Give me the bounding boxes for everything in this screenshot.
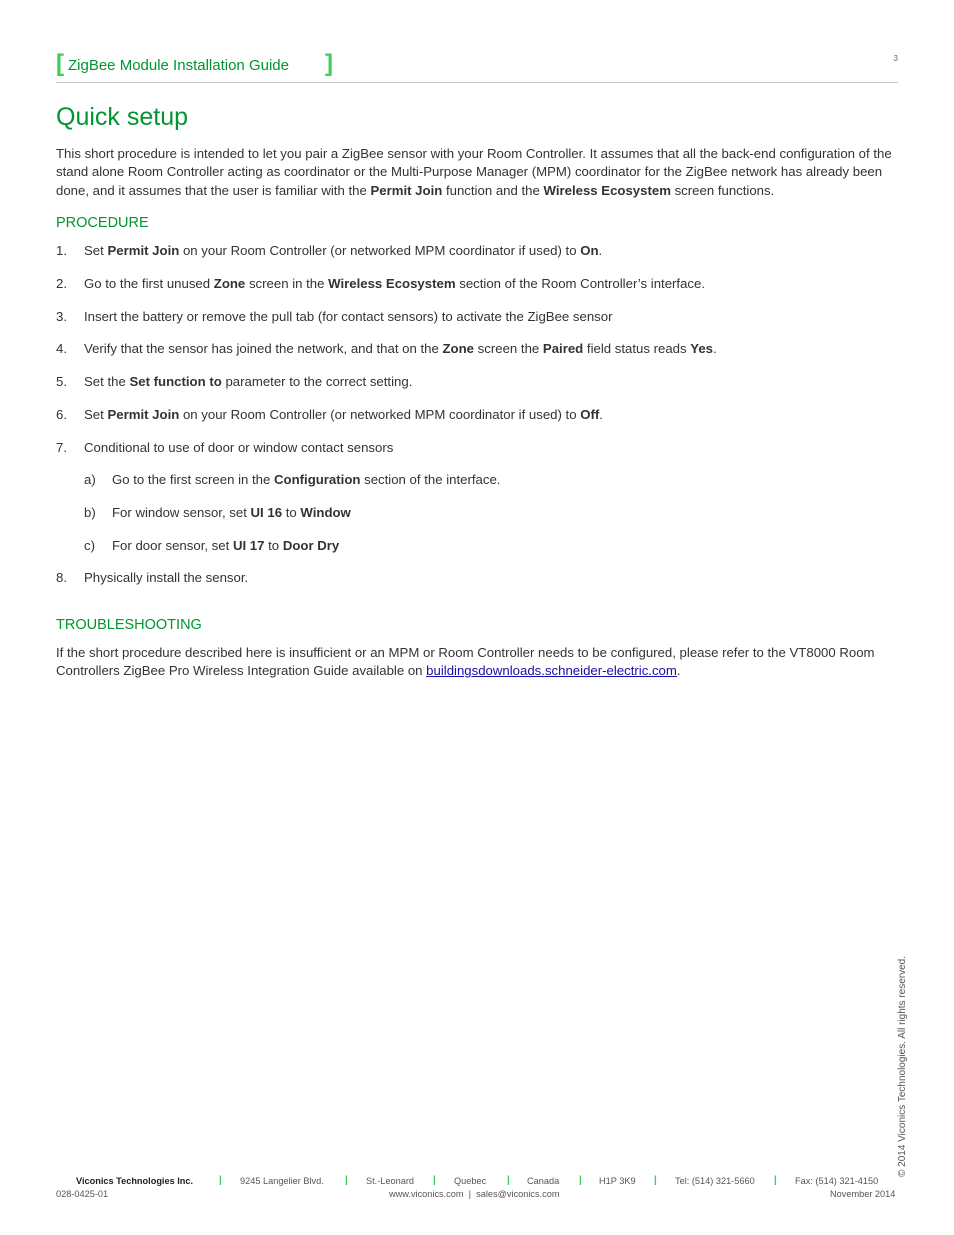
intro-text-3: screen functions. xyxy=(670,182,775,198)
footer-email[interactable]: sales@viconics.com xyxy=(476,1189,560,1199)
step-text: Conditional to use of door or window contact sensors xyxy=(84,440,394,455)
step-bold-text: Permit Join xyxy=(107,243,180,258)
footer-doc-number: 028-0425-01 xyxy=(56,1189,109,1199)
step-number: 4. xyxy=(56,341,67,356)
procedure-step xyxy=(56,242,602,260)
step-bold-text: Paired xyxy=(542,341,584,356)
step-text: Set the xyxy=(84,374,130,389)
step-text: For window sensor, set xyxy=(112,505,251,520)
footer-date: November 2014 xyxy=(830,1189,896,1199)
step-bold-text: Window xyxy=(300,505,351,520)
step-text: Set xyxy=(84,407,108,422)
footer-separator: | xyxy=(774,1175,777,1186)
step-text: section of the interface. xyxy=(360,472,501,487)
step-text: field status reads xyxy=(583,341,691,356)
intro-text-1: This short procedure is intended to let you pair a ZigBee sensor with your Room Controller. It assumes that all the back-end configuration of the stand alone Room Controller acting as coordinator or the Multi-Purpose Manager (MPM) coordinator for the ZigBee network has already been done, and it assumes that the user is familiar with the xyxy=(56,146,892,198)
step-text: Go to the first unused xyxy=(84,276,214,291)
step-text: to xyxy=(282,505,301,520)
intro-bold-wireless-ecosystem: Wireless Ecosystem xyxy=(543,182,671,198)
footer-item: Quebec xyxy=(454,1176,487,1186)
step-text: Set xyxy=(84,243,108,258)
step-number: 1. xyxy=(56,243,67,258)
step-bold-text: UI 16 xyxy=(250,505,283,520)
troubleshooting-paragraph xyxy=(56,644,906,681)
page-header xyxy=(56,50,898,83)
step-number: 7. xyxy=(56,440,67,455)
footer-website[interactable]: www.viconics.com xyxy=(389,1189,464,1199)
procedure-step xyxy=(56,439,393,457)
step-text: section of the Room Controller’s interface. xyxy=(455,276,706,291)
footer-item: H1P 3K9 xyxy=(599,1176,636,1186)
procedure-step xyxy=(56,406,603,424)
header-bracket-left: [ xyxy=(56,50,64,77)
copyright-notice: © 2014 Viconics Technologies. All rights reserved. xyxy=(897,955,908,1177)
step-number: b) xyxy=(84,505,96,520)
step-text: . xyxy=(713,341,717,356)
procedure-step xyxy=(56,275,705,293)
procedure-step xyxy=(84,537,339,555)
procedure-heading: PROCEDURE xyxy=(56,215,149,231)
step-text: Go to the first screen in the xyxy=(112,472,274,487)
page-number: 3 xyxy=(893,54,898,63)
footer-item: Canada xyxy=(527,1176,560,1186)
intro-text-2: function and the xyxy=(442,182,544,198)
procedure-step xyxy=(56,373,412,391)
footer-contact xyxy=(389,1189,560,1199)
step-text: screen the xyxy=(474,341,543,356)
procedure-step xyxy=(84,504,351,522)
step-bold-text: Door Dry xyxy=(282,538,340,553)
step-bold-text: Set function to xyxy=(129,374,222,389)
step-number: 3. xyxy=(56,309,67,324)
step-text: . xyxy=(599,407,603,422)
step-text: Insert the battery or remove the pull tab (for contact sensors) to activate the ZigBee sensor xyxy=(84,309,613,324)
step-text: Physically install the sensor. xyxy=(84,570,249,585)
footer-contact-separator: | xyxy=(468,1189,472,1199)
footer-separator: | xyxy=(433,1175,436,1186)
guide-title: ZigBee Module Installation Guide xyxy=(68,57,289,74)
page-title: Quick setup xyxy=(56,103,189,131)
footer-separator: | xyxy=(654,1175,657,1186)
step-text: on your Room Controller (or networked MPM coordinator if used) to xyxy=(179,243,581,258)
troubleshooting-end: . xyxy=(676,663,681,679)
step-bold-text: Permit Join xyxy=(107,407,180,422)
footer-company: Viconics Technologies Inc. xyxy=(76,1176,194,1186)
footer-item: St.-Leonard xyxy=(366,1176,415,1186)
step-text: . xyxy=(598,243,603,258)
step-text: parameter to the correct setting. xyxy=(221,374,413,389)
step-bold-text: Wireless Ecosystem xyxy=(328,276,456,291)
step-bold-text: Configuration xyxy=(274,472,361,487)
step-text: on your Room Controller (or networked MPM coordinator if used) to xyxy=(179,407,581,422)
step-number: 8. xyxy=(56,570,67,585)
footer-separator: | xyxy=(345,1175,348,1186)
procedure-step xyxy=(56,308,613,326)
step-number: 5. xyxy=(56,374,67,389)
footer-item: Fax: (514) 321-4150 xyxy=(795,1176,879,1186)
procedure-step xyxy=(84,471,500,489)
step-bold-text: On xyxy=(580,243,599,258)
procedure-step xyxy=(56,569,248,587)
step-text: to xyxy=(264,538,283,553)
troubleshooting-heading: TROUBLESHOOTING xyxy=(56,617,202,633)
footer-item: 9245 Langelier Blvd. xyxy=(240,1176,324,1186)
step-number: 2. xyxy=(56,276,67,291)
step-text: screen in the xyxy=(245,276,329,291)
step-bold-text: Off xyxy=(580,407,600,422)
step-text: Verify that the sensor has joined the network, and that on the xyxy=(84,341,443,356)
step-number: 6. xyxy=(56,407,67,422)
step-number: c) xyxy=(84,538,95,553)
footer-item: Tel: (514) 321-5660 xyxy=(675,1176,755,1186)
step-text: For door sensor, set xyxy=(112,538,233,553)
step-bold-text: Yes xyxy=(690,341,714,356)
troubleshooting-text: If the short procedure described here is insufficient or an MPM or Room Controller needs to be configured, please refer to the VT8000 Room Controllers ZigBee Pro Wireless Integration Guide available on xyxy=(56,645,875,679)
footer-separator: | xyxy=(219,1175,222,1186)
intro-bold-permit-join: Permit Join xyxy=(370,182,443,198)
step-bold-text: Zone xyxy=(442,341,475,356)
intro-paragraph xyxy=(56,145,906,200)
footer-separator: | xyxy=(507,1175,510,1186)
procedure-step xyxy=(56,340,717,358)
downloads-link[interactable]: buildingsdownloads.schneider-electric.com xyxy=(426,663,677,679)
step-bold-text: UI 17 xyxy=(232,538,265,553)
header-bracket-right: ] xyxy=(325,50,333,77)
footer-separator: | xyxy=(579,1175,582,1186)
step-number: a) xyxy=(84,472,96,487)
step-bold-text: Zone xyxy=(213,276,246,291)
